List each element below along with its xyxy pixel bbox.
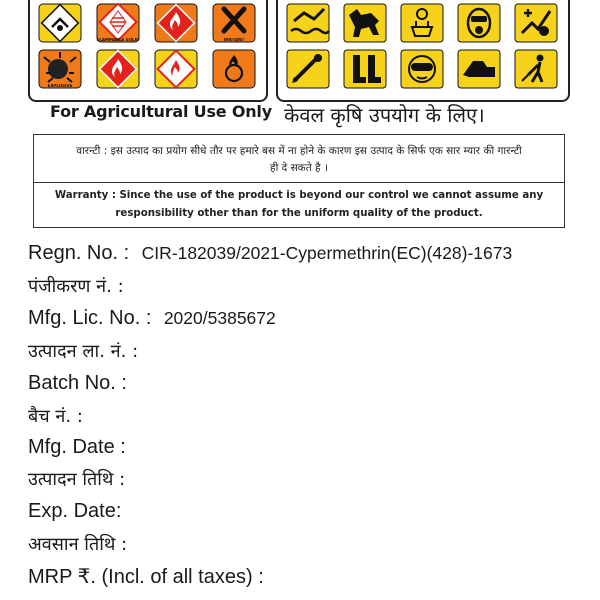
no-swimming-pollution-icon [286,3,330,43]
warranty-hindi: वारन्टी : इस उत्पाद का प्रयोग सीधे तौर पर हमारे बस में ना होने के कारण इस उत्पाद के सिर्फ एक सार म्यार की गारन्टी ही दे सकते है । [76,145,522,174]
spraying-person-icon [514,49,558,89]
wash-hands-icon [400,3,444,43]
agricultural-use-hindi: केवल कृषि उपयोग के लिए। [284,103,485,127]
mfg-lic-label: Mfg. Lic. No. : [28,307,152,329]
hazard-pictogram-panel [28,0,268,102]
exp-date-label-hindi: अवसान तिथि : [28,534,128,555]
mfg-lic-row [28,307,276,330]
flammable-solid-label-icon [96,3,140,43]
oxidizing-icon [212,49,256,89]
explosive-icon [38,49,82,89]
safety-pictogram-panel [276,0,570,102]
regn-row [28,242,512,265]
mfg-lic-value: 2020/5385672 [163,308,276,328]
respirator-mask-icon [457,3,501,43]
agricultural-use-english: For Agricultural Use Only [50,102,272,121]
hazard-caption: FLAMMABLE SOLID [96,38,140,42]
exp-date-label: Exp. Date: [28,500,122,522]
flammable-gas-diamond-icon [154,49,198,89]
oxidizer-pictogram-icon [38,3,82,43]
mfg-date-label: Mfg. Date : [28,436,126,458]
warranty-divider [34,182,564,183]
hazard-caption: EXPLOSIVE [47,84,73,88]
hazard-caption: IRRITANT [223,38,245,42]
flammable-red-diamond-icon [96,49,140,89]
keep-away-animals-icon [343,3,387,43]
warranty-english: Warranty : Since the use of the product is beyond our control we cannot assume any responsibility other than for the uniform quality of the product. [54,190,544,219]
batch-label: Batch No. : [28,372,127,394]
regn-label-hindi: पंजीकरण नं. : [28,276,124,297]
flammable-diamond-icon [154,3,198,43]
mrp-label: MRP ₹. (Incl. of all taxes) : [28,566,264,588]
wear-boots-icon [343,49,387,89]
mfg-lic-label-hindi: उत्पादन ला. नं. : [28,341,139,362]
mfg-date-label-hindi: उत्पादन तिथि : [28,469,126,490]
warranty-box [33,134,565,228]
wear-gloves-icon [457,49,501,89]
batch-label-hindi: बैच नं. : [28,406,83,427]
harmful-x-icon [212,3,256,43]
use-tool-icon [286,49,330,89]
first-aid-icon [514,3,558,43]
wear-goggles-icon [400,49,444,89]
regn-label: Regn. No. : [28,242,130,264]
regn-value: CIR-182039/2021-Cypermethrin(EC)(428)-1673 [141,243,513,263]
